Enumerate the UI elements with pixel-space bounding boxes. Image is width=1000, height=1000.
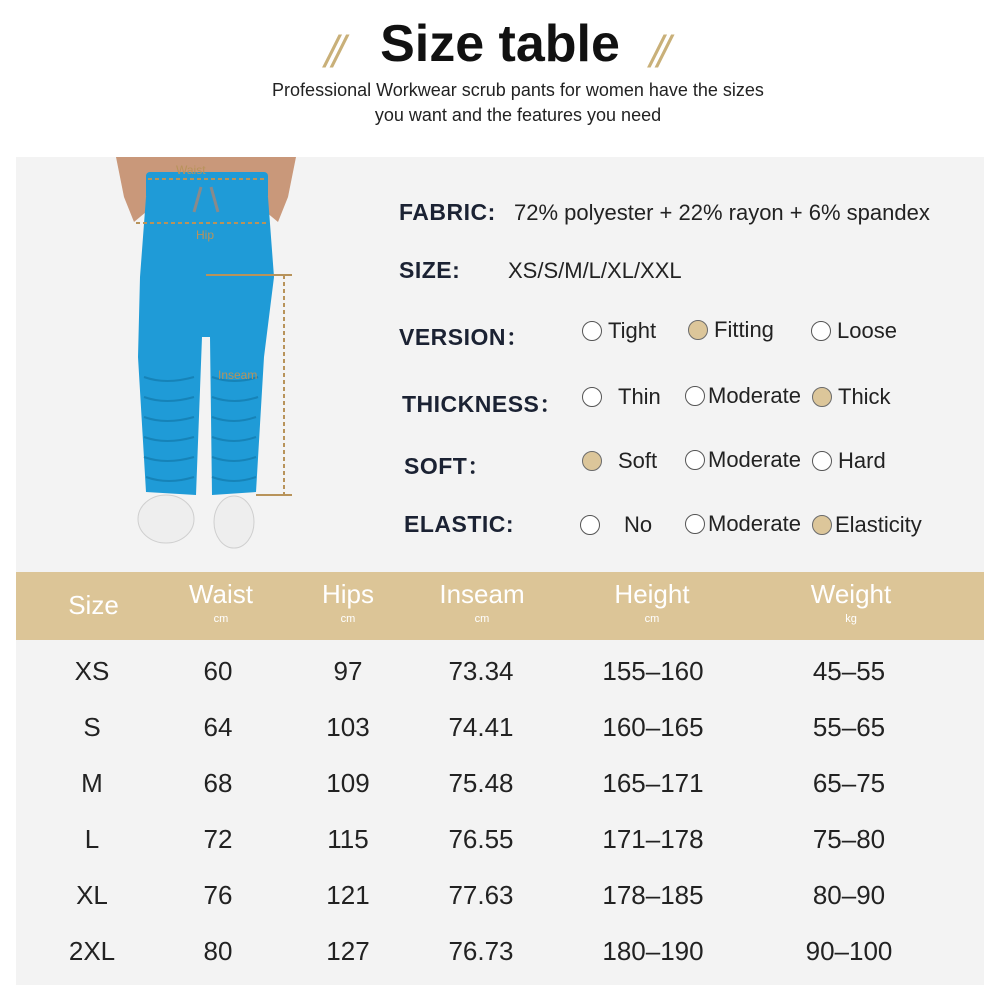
page-subtitle — [0, 78, 1000, 128]
version-radio-tight — [582, 321, 602, 341]
fabric-value: 72% polyester + 22% rayon + 6% spandex — [514, 200, 930, 225]
table-cell: 180–190 — [602, 936, 704, 966]
size-label: SIZE: — [399, 257, 461, 283]
decorative-slashes-right: // — [650, 28, 665, 74]
table-cell: 171–178 — [602, 824, 704, 854]
table-cell: 65–75 — [812, 768, 886, 798]
table-cell: 97 — [333, 656, 363, 686]
table-cell: 103 — [326, 712, 370, 742]
fabric-label: FABRIC: — [399, 199, 496, 225]
header-unit: cm — [340, 613, 356, 625]
table-cell: 74.41 — [448, 712, 514, 742]
table-cell: 109 — [326, 768, 370, 798]
elastic-option-elasticity — [812, 512, 922, 538]
soft-option-label: Moderate — [708, 447, 801, 472]
version-option-label: Fitting — [714, 317, 774, 342]
elastic-radio-elasticity — [812, 515, 832, 535]
version-option-fitting — [688, 317, 774, 343]
elastic-option-no — [580, 512, 652, 538]
table-cell: 75.48 — [448, 768, 514, 798]
waist-label: Waist — [176, 163, 206, 177]
elastic-option-label: Moderate — [708, 511, 801, 536]
thickness-label: THICKNESS： — [402, 391, 563, 417]
elastic-option-label: Elasticity — [835, 512, 922, 537]
page-title: Size table — [380, 15, 620, 73]
table-cell: 77.63 — [448, 880, 514, 910]
left-shoe — [138, 495, 194, 543]
soft-radio-moderate — [685, 450, 705, 470]
table-cell: 155–160 — [602, 656, 704, 686]
header-unit: cm — [644, 613, 660, 625]
table-cell: XL — [76, 880, 108, 910]
header-label: Size — [68, 590, 119, 620]
soft-option-moderate — [685, 447, 801, 473]
elastic-radio-no — [580, 515, 600, 535]
thickness-option-label: Moderate — [708, 383, 801, 408]
inseam-label: Inseam — [218, 368, 258, 382]
header-weight — [771, 572, 931, 640]
thickness-option-label: Thick — [838, 384, 891, 409]
header-unit: kg — [845, 613, 857, 625]
table-cell: 68 — [203, 768, 233, 798]
size-table-header — [16, 572, 984, 640]
elastic-option-moderate — [685, 511, 801, 537]
table-cell: 80–90 — [812, 880, 886, 910]
table-cell: 127 — [326, 936, 370, 966]
table-cell: 121 — [326, 880, 370, 910]
thickness-option-thin — [582, 384, 661, 410]
hip-label: Hip — [196, 228, 215, 242]
version-radio-fitting — [688, 320, 708, 340]
thickness-radio-thick — [812, 387, 832, 407]
header-unit: cm — [474, 613, 490, 625]
table-cell: 165–171 — [602, 768, 704, 798]
table-cell: 76.55 — [448, 824, 514, 854]
elastic-option-label: No — [624, 512, 653, 537]
version-label: VERSION： — [399, 324, 530, 350]
soft-label: SOFT： — [404, 453, 491, 479]
thickness-option-label: Thin — [618, 384, 661, 409]
thickness-radio-thin — [582, 387, 602, 407]
size-table-body — [16, 640, 984, 985]
header — [0, 0, 1000, 150]
subtitle-line-2: you want and the features you need — [374, 105, 662, 125]
thickness-option-moderate — [685, 383, 801, 409]
header-height — [572, 572, 732, 640]
soft-option-label: Hard — [838, 448, 886, 473]
table-cell: 80 — [203, 936, 233, 966]
table-cell: 115 — [327, 824, 369, 854]
elastic-label: ELASTIC: — [404, 511, 515, 537]
table-cell: 2XL — [68, 936, 116, 966]
table-cell: XS — [74, 656, 110, 686]
table-cell: 160–165 — [602, 712, 704, 742]
version-option-label: Loose — [837, 318, 897, 343]
table-cell: 76.73 — [448, 936, 514, 966]
soft-radio-hard — [812, 451, 832, 471]
header-label: Height — [614, 579, 690, 609]
subtitle-line-1: Professional Workwear scrub pants for women have the sizes — [272, 80, 764, 100]
table-cell: 55–65 — [812, 712, 886, 742]
table-cell: 72 — [203, 824, 233, 854]
spec-panel — [16, 157, 984, 572]
version-option-tight — [582, 318, 656, 344]
soft-option-hard — [812, 448, 886, 474]
header-label: Waist — [188, 579, 254, 609]
waistband — [146, 172, 268, 200]
soft-radio-soft — [582, 451, 602, 471]
thickness-option-thick — [812, 384, 891, 410]
size-value: XS/S/M/L/XL/XXL — [508, 258, 682, 283]
table-cell: 60 — [203, 656, 233, 686]
table-cell: M — [81, 768, 103, 798]
pants-model-figure — [106, 157, 306, 572]
header-label: Weight — [810, 579, 892, 609]
table-cell: 90–100 — [805, 936, 893, 966]
table-cell: 76 — [203, 880, 233, 910]
header-label: Inseam — [439, 579, 525, 609]
header-label: Hips — [321, 579, 374, 609]
table-cell: S — [83, 712, 101, 742]
decorative-slashes-left: // — [325, 28, 340, 74]
version-option-label: Tight — [608, 318, 657, 343]
header-unit: cm — [213, 613, 229, 625]
elastic-radio-moderate — [685, 514, 705, 534]
table-cell: 64 — [203, 712, 233, 742]
table-cell: 75–80 — [812, 824, 886, 854]
soft-option-label: Soft — [618, 448, 658, 473]
thickness-radio-moderate — [685, 386, 705, 406]
right-shoe — [214, 496, 254, 548]
header-inseam — [402, 572, 562, 640]
version-radio-loose — [811, 321, 831, 341]
table-cell: 178–185 — [602, 880, 704, 910]
table-cell: L — [84, 824, 100, 854]
table-cell: 73.34 — [448, 656, 514, 686]
soft-option-soft — [582, 448, 657, 474]
version-option-loose — [811, 318, 897, 344]
table-cell: 45–55 — [812, 656, 886, 686]
